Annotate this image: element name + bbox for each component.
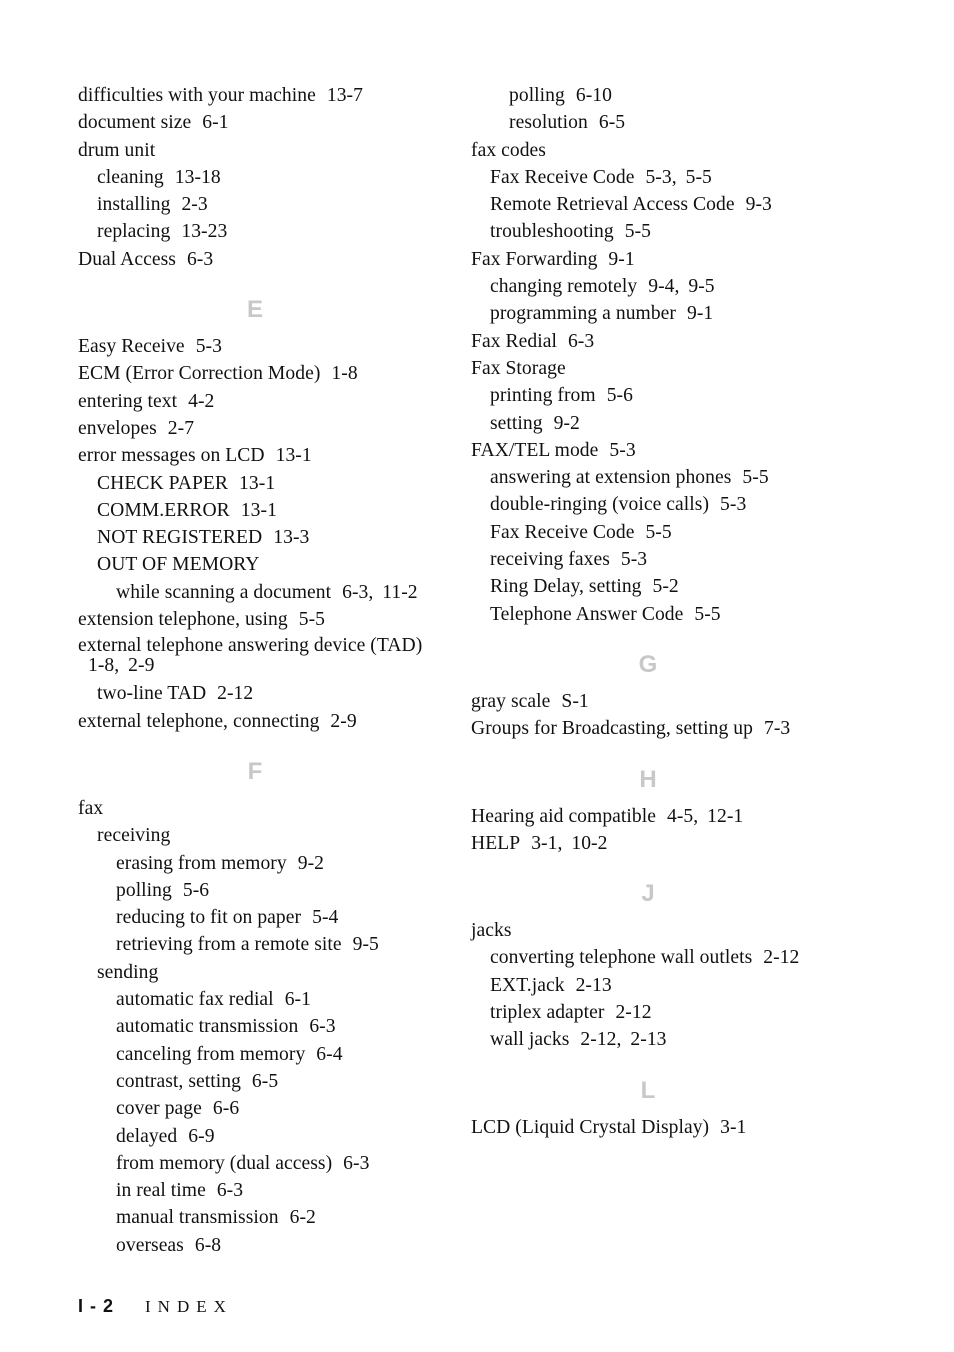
page-reference: 9-2 <box>297 852 324 874</box>
index-entry-dual-access <box>78 246 450 273</box>
index-term: receiving <box>97 825 171 847</box>
index-term: automatic transmission <box>116 1016 299 1038</box>
index-column-left <box>78 82 450 1259</box>
page-reference: 9-3 <box>745 194 772 216</box>
index-term: while scanning a document <box>116 581 332 603</box>
page-reference: 6-3 <box>216 1180 244 1202</box>
index-entry-envelopes <box>78 415 450 442</box>
section-letter-f: F <box>247 757 263 785</box>
index-entry-fax-receive-code <box>471 519 843 546</box>
index-term: CHECK PAPER <box>97 472 229 494</box>
page-reference: 9-5 <box>352 934 379 956</box>
index-term: setting <box>490 412 543 434</box>
page-reference: 13-1 <box>240 499 277 521</box>
page-reference: 9-4, 9-5 <box>648 276 715 298</box>
index-term: ECM (Error Correction Mode) <box>78 363 321 385</box>
index-entry-telephone-answer-code <box>471 601 843 628</box>
index-term: Remote Retrieval Access Code <box>490 194 735 216</box>
index-term: replacing <box>97 221 171 243</box>
index-term: wall jacks <box>490 1029 570 1051</box>
index-term: Telephone Answer Code <box>490 603 684 625</box>
page-reference: 6-8 <box>194 1234 222 1256</box>
index-entry-external-telephone-connecting <box>78 708 450 735</box>
index-entry-triplex-adapter <box>471 999 843 1026</box>
index-entry-automatic-fax-redial <box>78 986 450 1013</box>
index-term: from memory (dual access) <box>116 1152 333 1174</box>
index-entry-error-messages-on-lcd <box>78 442 450 469</box>
index-entry-answering-at-extension-phones <box>471 464 843 491</box>
page-reference: 9-1 <box>608 248 635 270</box>
index-entry-receiving-faxes <box>471 546 843 573</box>
index-term: OUT OF MEMORY <box>97 554 260 576</box>
index-term: polling <box>116 879 172 901</box>
index-term: in real time <box>116 1180 206 1202</box>
index-term: Groups for Broadcasting, setting up <box>471 718 754 740</box>
page-reference: 6-1 <box>284 989 311 1011</box>
page-reference: 2-12 <box>763 947 800 969</box>
index-entry-entering-text <box>78 388 450 415</box>
index-entry-from-memory-dual-access <box>78 1150 450 1177</box>
index-term: Fax Redial <box>471 330 557 352</box>
index-term: drum unit <box>78 139 156 161</box>
index-term: resolution <box>509 112 588 134</box>
page-reference: 5-3 <box>195 336 222 358</box>
index-entry-automatic-transmission <box>78 1013 450 1040</box>
index-term: NOT REGISTERED <box>97 527 263 549</box>
index-term: changing remotely <box>490 276 638 298</box>
index-entry-hearing-aid-compatible <box>471 803 843 830</box>
index-entry-remote-retrieval-access-code <box>471 191 843 218</box>
index-entry-printing-from <box>471 382 843 409</box>
index-term: printing from <box>490 385 596 407</box>
page-reference: 13-3 <box>273 527 310 549</box>
index-term: troubleshooting <box>490 221 614 243</box>
index-term: converting telephone wall outlets <box>490 947 753 969</box>
page-number: I - 2 <box>78 1296 115 1316</box>
index-entry-erasing-from-memory <box>78 850 450 877</box>
index-term: double-ringing (voice calls) <box>490 494 710 516</box>
index-entry-wall-jacks <box>471 1026 843 1053</box>
page-reference: 6-3 <box>186 248 214 270</box>
index-entry-troubleshooting <box>471 218 843 245</box>
index-entry-fax-receive-code <box>471 164 843 191</box>
page-reference: 9-1 <box>687 303 714 325</box>
index-term: LCD (Liquid Crystal Display) <box>471 1116 710 1138</box>
page-reference: 2-12 <box>615 1002 652 1024</box>
section-letter-e: E <box>246 296 263 324</box>
index-term: Fax Forwarding <box>471 248 598 270</box>
index-entry-receiving <box>78 822 450 849</box>
page-reference: 6-3 <box>567 330 595 352</box>
index-entry-converting-telephone-wall-outlets <box>471 944 843 971</box>
index-entry-fax-forwarding <box>471 246 843 273</box>
index-entry-retrieving-from-a-remote-site <box>78 931 450 958</box>
page-reference: 1-8 <box>331 363 358 385</box>
index-term: Dual Access <box>78 248 176 270</box>
index-term: HELP <box>471 832 521 854</box>
index-term: overseas <box>116 1234 184 1256</box>
index-entry-easy-receive <box>78 333 450 360</box>
page-reference: 5-5 <box>645 521 672 543</box>
page-reference: 5-3, 5-5 <box>645 166 712 188</box>
page-reference: 3-1 <box>720 1116 747 1138</box>
index-term: cleaning <box>97 166 164 188</box>
index-entry-canceling-from-memory <box>78 1041 450 1068</box>
index-term: error messages on LCD <box>78 445 265 467</box>
index-term: contrast, setting <box>116 1070 241 1092</box>
page-reference: 5-3 <box>720 494 747 516</box>
index-entry-changing-remotely <box>471 273 843 300</box>
index-entry-extension-telephone-using <box>78 606 450 633</box>
index-term: EXT.jack <box>490 974 565 996</box>
index-entry-cleaning <box>78 164 450 191</box>
page-footer <box>78 1296 233 1317</box>
page-reference: 5-5 <box>694 603 721 625</box>
index-term: installing <box>97 194 171 216</box>
index-term: Fax Storage <box>471 357 566 379</box>
page-reference: 6-10 <box>575 85 612 106</box>
index-term: reducing to fit on paper <box>116 907 302 929</box>
index-entry-overseas <box>78 1232 450 1259</box>
page-reference: 6-3 <box>343 1152 370 1174</box>
index-entry-resolution <box>471 109 843 136</box>
index-term: cover page <box>116 1098 202 1120</box>
page-reference: 2-3 <box>181 194 208 216</box>
index-term: jacks <box>471 920 512 942</box>
section-letter-j: J <box>641 880 655 908</box>
footer-title: INDEX <box>145 1297 233 1316</box>
index-entry-ecm-error-correction-mode <box>78 360 450 387</box>
index-entry-while-scanning-a-document <box>78 579 450 606</box>
page-reference: 2-12, 2-13 <box>580 1029 667 1051</box>
page-reference: 5-4 <box>312 907 339 929</box>
index-term: fax <box>78 797 104 819</box>
index-term: Fax Receive Code <box>490 521 635 543</box>
index-entry-fax-redial <box>471 328 843 355</box>
index-entry-fax-tel-mode <box>471 437 843 464</box>
index-term: canceling from memory <box>116 1043 306 1065</box>
page-reference: 5-5 <box>624 221 652 243</box>
index-term: Fax Receive Code <box>490 166 635 188</box>
index-entry-help <box>471 830 843 857</box>
index-entry-drum-unit <box>78 137 450 164</box>
index-term: retrieving from a remote site <box>116 934 342 956</box>
index-term: entering text <box>78 390 178 412</box>
index-column-right <box>471 82 843 1141</box>
page-reference: 6-6 <box>212 1098 240 1120</box>
index-entry-reducing-to-fit-on-paper <box>78 904 450 931</box>
page-reference: 6-3, 11-2 <box>342 581 418 603</box>
page-reference: 6-2 <box>289 1207 316 1229</box>
page-reference: 6-9 <box>188 1125 215 1147</box>
page-reference: 6-3 <box>309 1016 336 1038</box>
index-entry-not-registered <box>78 524 450 551</box>
page-reference: 5-3 <box>609 439 636 461</box>
page-reference: 2-7 <box>167 417 195 439</box>
index-entry-delayed <box>78 1123 450 1150</box>
index-term: external telephone, connecting <box>78 710 320 732</box>
index-entry-difficulties-with-your-machine <box>78 82 450 109</box>
page-reference: 3-1, 10-2 <box>531 832 608 854</box>
page-reference: 2-9 <box>330 710 357 732</box>
index-term: answering at extension phones <box>490 467 732 489</box>
index-term: envelopes <box>78 417 157 439</box>
index-entry-comm-error <box>78 497 450 524</box>
page-reference: 2-12 <box>217 683 254 705</box>
index-entry-document-size <box>78 109 450 136</box>
index-term: two-line TAD <box>97 683 207 705</box>
index-entry-external-telephone-answering-device-tad <box>78 633 450 680</box>
page-reference: 7-3 <box>764 718 791 740</box>
section-letter-l: L <box>640 1076 656 1104</box>
index-entry-contrast-setting <box>78 1068 450 1095</box>
page-reference: 4-5, 12-1 <box>667 805 744 827</box>
page-reference: 9-2 <box>553 412 580 434</box>
page-reference: 5-2 <box>652 576 679 598</box>
page-reference: 6-4 <box>316 1043 343 1065</box>
section-letter-h: H <box>639 765 657 793</box>
index-term: FAX/TEL mode <box>471 439 599 461</box>
page-reference: 13-1 <box>239 472 276 494</box>
index-term: extension telephone, using <box>78 609 288 631</box>
page-reference: 6-5 <box>598 112 626 134</box>
index-term: document size <box>78 112 192 134</box>
page-reference: 6-5 <box>251 1070 279 1092</box>
index-entry-replacing <box>78 218 450 245</box>
index-entry-programming-a-number <box>471 300 843 327</box>
index-entry-manual-transmission <box>78 1204 450 1231</box>
index-term: COMM.ERROR <box>97 499 230 521</box>
index-entry-sending <box>78 959 450 986</box>
index-entry-ext-jack <box>471 972 843 999</box>
page-reference: 5-5 <box>298 609 325 631</box>
index-term: polling <box>509 85 565 106</box>
page-reference: 5-6 <box>182 879 210 901</box>
page-reference: 13-1 <box>275 445 312 467</box>
index-entry-installing <box>78 191 450 218</box>
index-term: gray scale <box>471 690 551 712</box>
index-entry-fax <box>78 795 450 822</box>
index-entry-polling <box>471 82 843 109</box>
index-entry-lcd-liquid-crystal-display <box>471 1114 843 1141</box>
index-entry-in-real-time <box>78 1177 450 1204</box>
page-reference: S-1 <box>561 690 589 712</box>
index-entry-groups-for-broadcasting-setting-up <box>471 715 843 742</box>
page-reference: 2-13 <box>575 974 612 996</box>
index-term: fax codes <box>471 139 546 161</box>
index-entry-jacks <box>471 917 843 944</box>
index-term: receiving faxes <box>490 549 610 571</box>
index-entry-check-paper <box>78 470 450 497</box>
index-term: external telephone answering device (TAD) <box>78 635 423 657</box>
page-reference: 13-7 <box>326 85 363 106</box>
page-reference: 1-8, 2-9 <box>88 655 155 677</box>
page-reference: 5-6 <box>606 385 633 407</box>
index-entry-out-of-memory <box>78 551 450 578</box>
index-entry-ring-delay-setting <box>471 573 843 600</box>
index-term: Ring Delay, setting <box>490 576 642 598</box>
index-entry-cover-page <box>78 1095 450 1122</box>
index-entry-double-ringing-voice-calls <box>471 491 843 518</box>
index-entry-fax-storage <box>471 355 843 382</box>
index-term: manual transmission <box>116 1207 279 1229</box>
index-entry-two-line-tad <box>78 680 450 707</box>
index-term: delayed <box>116 1125 178 1147</box>
index-term: sending <box>97 961 159 983</box>
page-reference: 5-5 <box>742 467 769 489</box>
index-term: Easy Receive <box>78 336 185 358</box>
index-term: programming a number <box>490 303 677 325</box>
page-reference: 4-2 <box>188 390 215 412</box>
index-term: erasing from memory <box>116 852 287 874</box>
page-reference: 13-23 <box>181 221 228 243</box>
index-entry-fax-codes <box>471 137 843 164</box>
index-term: triplex adapter <box>490 1002 605 1024</box>
page-reference: 6-1 <box>202 112 229 134</box>
index-term: difficulties with your machine <box>78 85 316 106</box>
index-term: automatic fax redial <box>116 989 274 1011</box>
page-reference: 5-3 <box>620 549 648 571</box>
index-entry-gray-scale <box>471 688 843 715</box>
page-reference: 13-18 <box>174 166 221 188</box>
index-entry-setting <box>471 410 843 437</box>
section-letter-g: G <box>638 650 658 678</box>
index-entry-polling <box>78 877 450 904</box>
index-term: Hearing aid compatible <box>471 805 656 827</box>
